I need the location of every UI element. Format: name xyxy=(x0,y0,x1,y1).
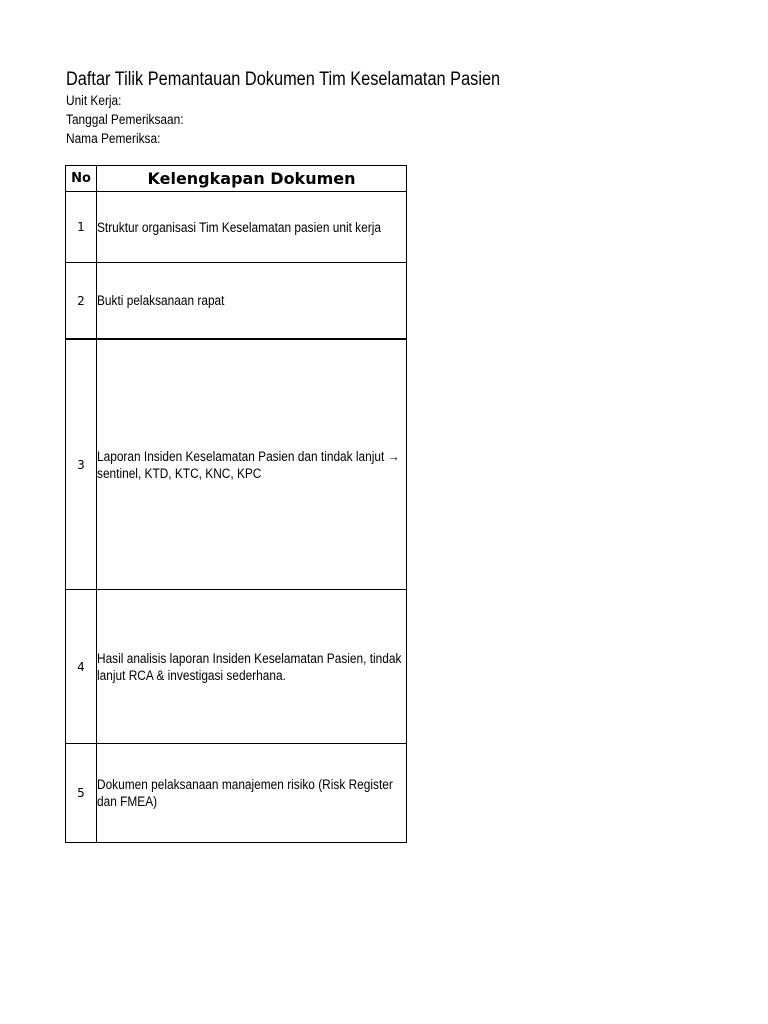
row-document: Hasil analisis laporan Insiden Keselamatan Pasien, tindak lanjut RCA & investigasi sederhana. xyxy=(97,650,402,683)
row-number: 4 xyxy=(66,590,97,744)
row-number: 3 xyxy=(66,339,97,590)
row-document: Bukti pelaksanaan rapat xyxy=(97,293,225,308)
document-title-clip xyxy=(66,66,501,94)
row-document-cell xyxy=(97,192,407,263)
row-document: Laporan Insiden Keselamatan Pasien dan tindak lanjut → sentinel, KTD, KTC, KNC, KPC xyxy=(97,448,400,481)
row-document: Dokumen pelaksanaan manajemen risiko (Risk Register dan FMEA) xyxy=(97,777,393,809)
header-kelengkapan-dokumen: Kelengkapan Dokumen xyxy=(97,166,407,192)
table-row xyxy=(66,263,407,340)
document-checklist-table xyxy=(65,165,407,843)
table-row xyxy=(66,192,407,263)
row-document: Struktur organisasi Tim Keselamatan pasien unit kerja xyxy=(97,219,381,235)
field-tanggal-pemeriksaan: Tanggal Pemeriksaan: xyxy=(66,112,184,127)
row-document-cell xyxy=(97,744,407,843)
table-row xyxy=(66,339,407,590)
table-row xyxy=(66,744,407,843)
document-title: Daftar Tilik Pemantauan Dokumen Tim Keselamatan Pasien xyxy=(66,69,501,90)
table-header-row xyxy=(66,166,407,192)
row-document-cell xyxy=(97,339,407,590)
row-document-cell xyxy=(97,263,407,340)
row-document-cell xyxy=(97,590,407,744)
field-unit-kerja: Unit Kerja: xyxy=(66,93,122,108)
header-no: No xyxy=(66,166,97,192)
row-number: 2 xyxy=(66,263,97,340)
row-number: 5 xyxy=(66,744,97,843)
table-row xyxy=(66,590,407,744)
row-number: 1 xyxy=(66,192,97,263)
field-nama-pemeriksa: Nama Pemeriksa: xyxy=(66,131,161,146)
